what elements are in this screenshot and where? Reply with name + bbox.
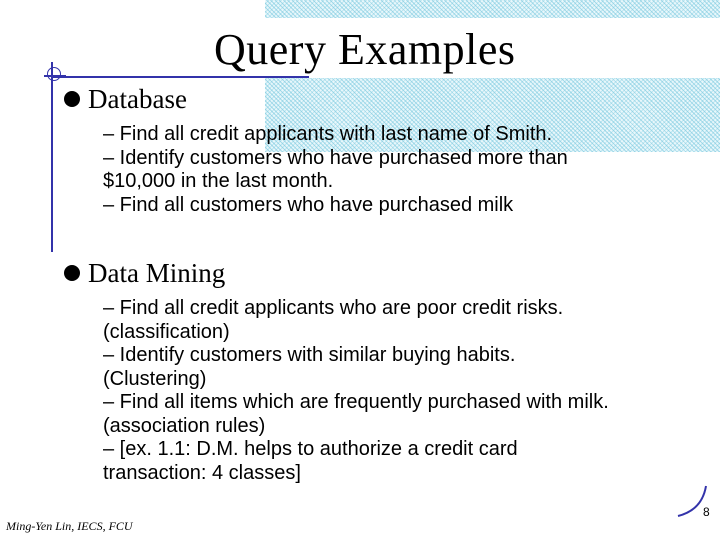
list-item: – Find all credit applicants who are poor credit risks. (classification): [103, 297, 564, 343]
bullet-icon: [64, 91, 80, 107]
bullet-icon: [64, 265, 80, 281]
section-data-mining: [64, 257, 225, 289]
decorative-vertical-line: [51, 62, 53, 252]
page-number: 8: [703, 505, 710, 519]
list-item: – Find all customers who have purchased milk: [103, 193, 514, 216]
database-items: [103, 123, 663, 217]
section-heading: Data Mining: [88, 258, 226, 288]
section-heading: Database: [88, 84, 187, 114]
list-item: – Identify customers with similar buying habits. (Clustering): [103, 344, 516, 390]
list-item: – Identify customers who have purchased more than $10,000 in the last month.: [103, 146, 568, 192]
crosshair-circle-icon: [47, 67, 61, 81]
section-database: [64, 83, 187, 115]
list-item: – [ex. 1.1: D.M. helps to authorize a credit card transaction: 4 classes]: [103, 438, 518, 484]
slide-title: Query Examples: [214, 25, 516, 74]
list-item: – Find all credit applicants with last name of Smith.: [103, 123, 553, 145]
list-item: – Find all items which are frequently purchased with milk. (association rules): [103, 391, 609, 437]
footer-author: Ming-Yen Lin, IECS, FCU: [6, 519, 133, 533]
data-mining-items: [103, 297, 618, 485]
title-underline: [52, 76, 309, 78]
